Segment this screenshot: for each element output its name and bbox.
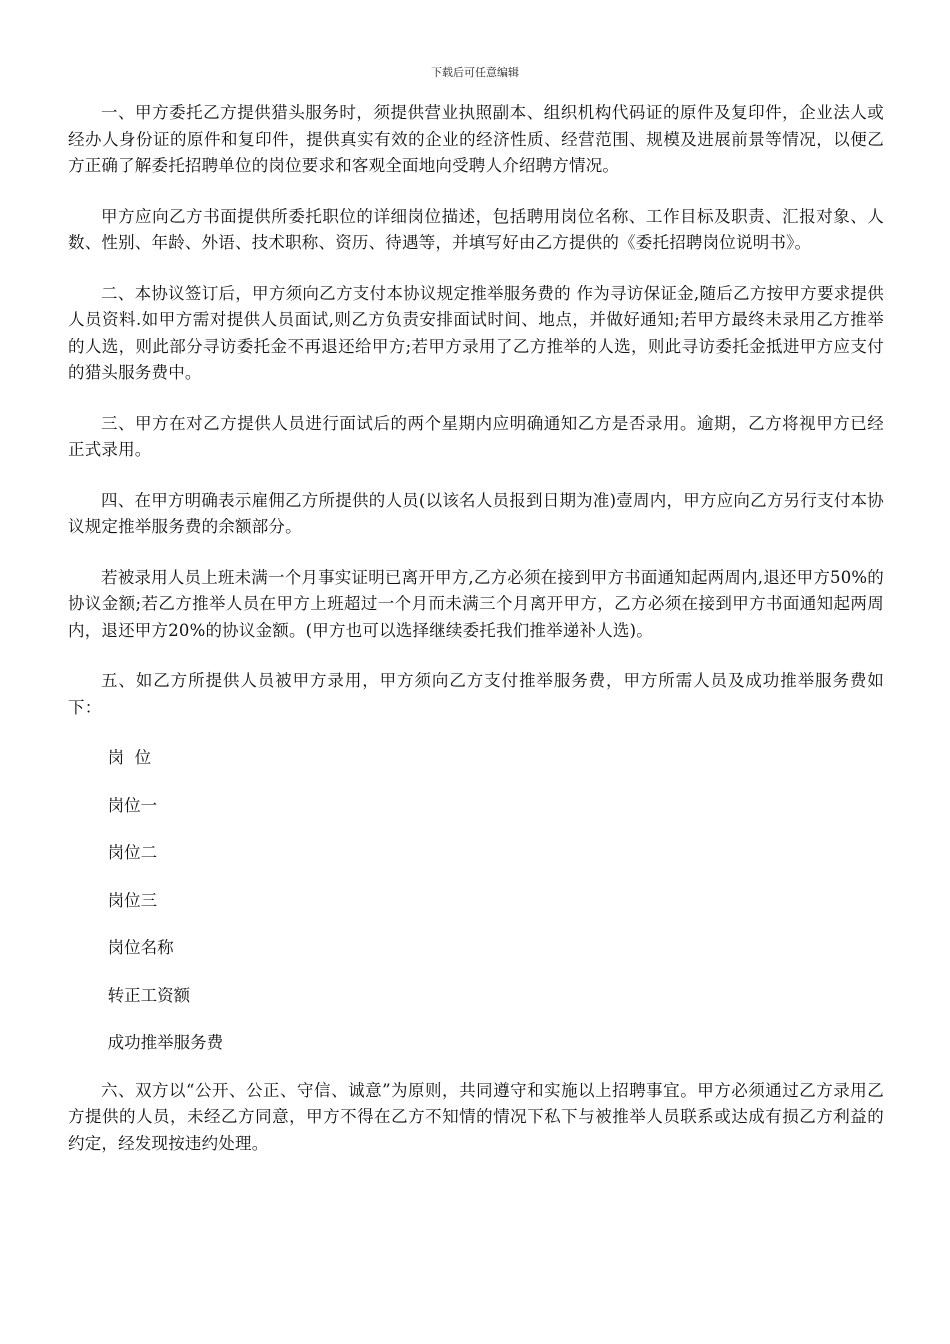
clause-5-paragraph: 五、如乙方所提供人员被甲方录用，甲方须向乙方支付推举服务费，甲方所需人员及成功推举服务费如下：	[68, 671, 884, 717]
clause-4-paragraph: 四、在甲方明确表示雇佣乙方所提供的人员(以该名人员报到日期为准)壹周内，甲方应向乙方另行支付本协议规定推举服务费的余额部分。	[68, 490, 884, 536]
list-item: 岗位一	[107, 795, 158, 815]
refund-paragraph: 若被录用人员上班未满一个月事实证明已离开甲方,乙方必须在接到甲方书面通知起两周内,退还甲方50%的协议金额;若乙方推举人员在甲方上班超过一个月而未满三个月离开甲方，乙方必须在接到甲方书面通知起两周内，退还甲方20%的协议金额。(甲方也可以选择继续委托我们推举递补人选)。	[68, 567, 884, 640]
position-list	[68, 745, 884, 1057]
list-item: 岗 位	[107, 748, 152, 767]
job-description-paragraph: 甲方应向乙方书面提供所委托职位的详细岗位描述，包括聘用岗位名称、工作目标及职责、汇报对象、人数、性别、年龄、外语、技术职称、资历、待遇等，并填写好由乙方提供的《委托招聘岗位说明书》。	[68, 206, 884, 252]
clause-1-paragraph: 一、甲方委托乙方提供猎头服务时，须提供营业执照副本、组织机构代码证的原件及复印件，企业法人或经办人身份证的原件和复印件，提供真实有效的企业的经济性质、经营范围、规模及进展前景等情况，以便乙方正确了解委托招聘单位的岗位要求和客观全面地向受聘人介绍聘方情况。	[68, 103, 884, 175]
list-item: 岗位名称	[107, 938, 174, 957]
list-item: 岗位三	[107, 890, 158, 910]
clause-2-paragraph: 二、本协议签订后，甲方须向乙方支付本协议规定推举服务费的 作为寻访保证金,随后乙方按甲方要求提供人员资料.如甲方需对提供人员面试,则乙方负责安排面试时间、地点，并做好通知;若甲方最终未录用乙方推举的人选，则此部分寻访委托金不再退还给甲方;若甲方录用了乙方推举的人选，则此寻访委托金抵进甲方应支付的猎头服务费中。	[68, 283, 884, 382]
clause-3-paragraph: 三、甲方在对乙方提供人员进行面试后的两个星期内应明确通知乙方是否录用。逾期，乙方将视甲方已经正式录用。	[68, 413, 884, 459]
list-item: 转正工资额	[107, 985, 191, 1005]
page-header: 下载后可任意编辑	[431, 66, 519, 79]
document-body	[68, 100, 884, 1181]
clause-6-paragraph: 六、双方以“公开、公正、守信、诚意”为原则，共同遵守和实施以上招聘事宜。甲方必须通过乙方录用乙方提供的人员，未经乙方同意，甲方不得在乙方不知情的情况下私下与被推举人员联系或达成有损乙方利益的约定，经发现按违约处理。	[68, 1080, 884, 1153]
list-item: 岗位二	[107, 843, 158, 862]
list-item: 成功推举服务费	[107, 1033, 224, 1052]
